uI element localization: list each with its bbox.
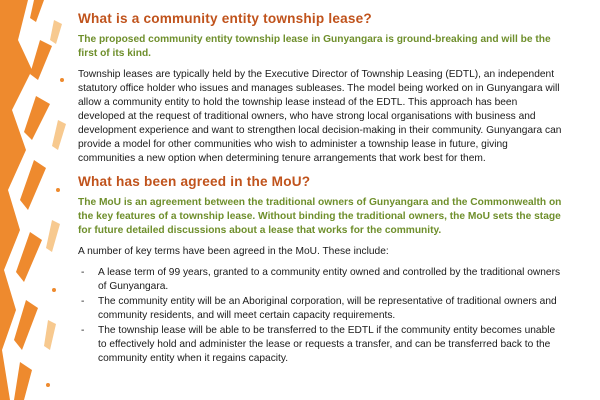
article-content bbox=[78, 0, 564, 367]
decorative-artwork bbox=[0, 0, 75, 400]
list-item-text: The community entity will be an Aboriginal corporation, will be representative of traditional owners and community residents, and will meet certain capacity requirements. bbox=[98, 296, 557, 321]
list-item bbox=[78, 295, 564, 323]
bullet-dash: - bbox=[81, 267, 85, 278]
list-item-text: The township lease will be able to be transferred to the EDTL if the community entity becomes unable to effectively hold and administer the lease or requests a transfer, and can be transferred back to the community entity when it regains capacity. bbox=[98, 325, 556, 364]
list-item-text: A lease term of 99 years, granted to a community entity owned and controlled by the traditional owners of Gunyangara. bbox=[98, 267, 561, 292]
bullet-dash: - bbox=[81, 325, 85, 336]
list-item bbox=[78, 324, 564, 366]
key-terms-list bbox=[78, 266, 564, 366]
bullet-dash: - bbox=[81, 296, 85, 307]
section-intro-paragraph: A number of key terms have been agreed in the MoU. These include: bbox=[78, 246, 389, 257]
section-lead-paragraph: The proposed community entity township lease in Gunyangara is ground-breaking and will be the first of its kind. bbox=[78, 34, 551, 59]
section-lead-paragraph: The MoU is an agreement between the traditional owners of Gunyangara and the Commonwealth on the key features of a township lease. Without binding the traditional owners, the MoU sets the stage for future detailed discussions about a lease that works for the community. bbox=[78, 197, 562, 236]
section-body-paragraph: Township leases are typically held by the Executive Director of Township Leasing (EDTL), an independent statutory office holder who issues and manages subleases. The model being worked on in Gunyangara will allow a community entity to hold the township lease instead of the EDTL. This approach has been developed at the request of traditional owners, who have strong local organisations with business and development experience and want to strengthen local decision-making in their community. Gunyangara can provide a model for other communities who wish to administer a township lease in future, giving communities a new option when determining tenure arrangements that work best for them. bbox=[78, 69, 562, 164]
section-heading-community-lease: What is a community entity township lease? bbox=[78, 11, 372, 26]
section-heading-mou: What has been agreed in the MoU? bbox=[78, 174, 311, 189]
list-item bbox=[78, 266, 564, 294]
